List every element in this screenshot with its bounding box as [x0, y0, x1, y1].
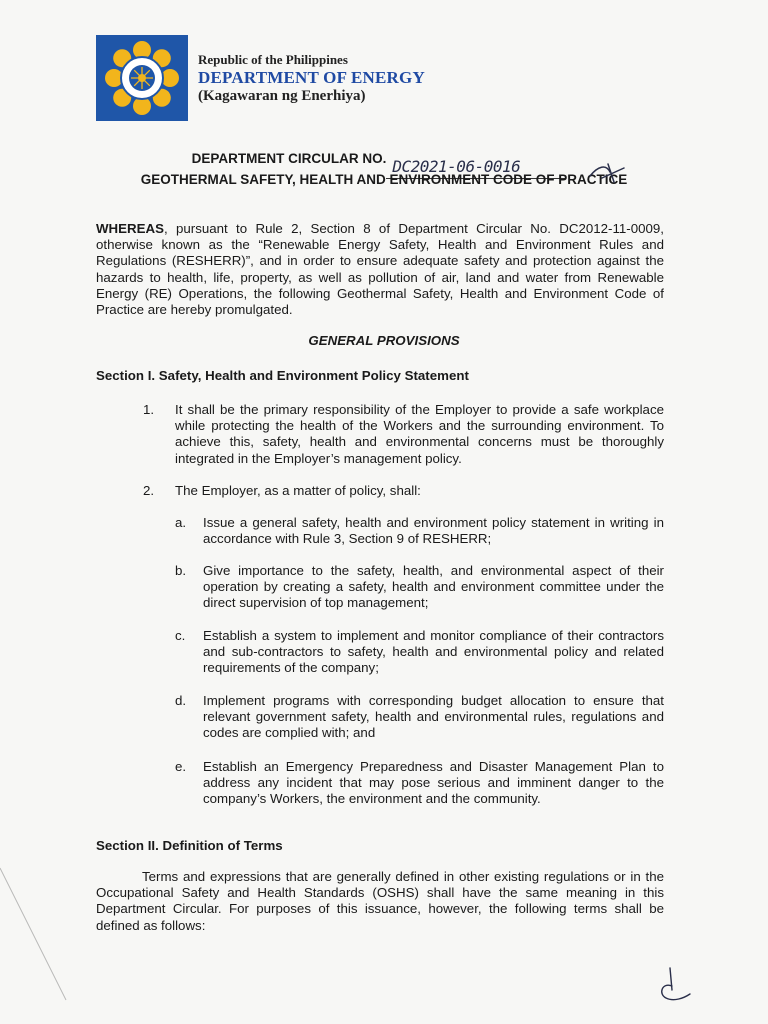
republic-label: Republic of the Philippines — [198, 52, 348, 67]
subitem-letter: b. — [175, 563, 187, 578]
handwritten-initial-mark — [588, 160, 628, 184]
subitem-letter: e. — [175, 759, 187, 774]
subitem-text: Establish a system to implement and monitor compliance of their contractors and sub-contractors to safety, health and environmental policy and related requirements of the company; — [203, 628, 664, 676]
subitem-letter: a. — [175, 515, 187, 530]
item-text: It shall be the primary responsibility of the Employer to provide a safe workplace while protecting the health of the Workers and the surrounding environment. To achieve this, safety, health and environmental concerns must be thoroughly integrated in the Employer’s management policy. — [175, 402, 664, 466]
section-1-heading: Section I. Safety, Health and Environment Policy Statement — [96, 368, 469, 383]
section-2-heading: Section II. Definition of Terms — [96, 838, 283, 853]
department-local-name: (Kagawaran ng Enerhiya) — [198, 88, 366, 104]
subitem-text: Establish an Emergency Preparedness and Disaster Management Plan to address any incident that may pose serious and imminent danger to the company’s Workers, the environment and the community. — [203, 759, 664, 807]
whereas-lead: WHEREAS — [96, 221, 164, 236]
item-number: 1. — [143, 402, 155, 417]
item-number: 2. — [143, 483, 155, 498]
sunburst-seal-icon — [96, 35, 188, 121]
whereas-paragraph — [96, 221, 664, 318]
scan-edge-line — [0, 860, 70, 1010]
circular-number-line — [0, 151, 768, 176]
subitem-text: Implement programs with corresponding budget allocation to ensure that relevant government safety, health and environmental rules, regulations and codes are complied with; and — [203, 693, 664, 741]
definitions-paragraph: Terms and expressions that are generally defined in other existing regulations or in the Occupational Safety and Health Standards (OSHS) shall have the same meaning in this Department Circular. For purposes of this issuance, however, the following terms shall be defined as follows: — [96, 869, 664, 933]
handwritten-signature-initial — [652, 964, 694, 1006]
doe-seal-logo — [96, 35, 188, 121]
circular-label: DEPARTMENT CIRCULAR NO. — [191, 151, 387, 166]
subitem-text: Issue a general safety, health and environment policy statement in writing in accordance with Rule 3, Section 9 of RESHERR; — [203, 515, 664, 547]
item-text: The Employer, as a matter of policy, shall: — [175, 483, 421, 498]
subitem-letter: c. — [175, 628, 186, 643]
general-provisions-heading: GENERAL PROVISIONS — [308, 333, 460, 348]
circular-title: GEOTHERMAL SAFETY, HEALTH AND ENVIRONMENT CODE OF PRACTICE — [140, 172, 628, 187]
whereas-text: , pursuant to Rule 2, Section 8 of Department Circular No. DC2012-11-0009, otherwise known as the “Renewable Energy Safety, Health and Environment Rules and Regulations (RESHERR)”, and in order to ensure adequate safety and protection against the hazards to health, life, property, as well as pollution of air, land and water from Renewable Energy (RE) Operations, the following Geothermal Safety, Health and Environment Code of Practice are hereby promulgated. — [96, 221, 664, 318]
department-name: DEPARTMENT OF ENERGY — [198, 68, 425, 87]
subitem-text: Give importance to the safety, health, and environmental aspect of their operation by creating a safety, health and environment committee under the direct supervision of top management; — [203, 563, 664, 611]
subitem-letter: d. — [175, 693, 187, 708]
circular-number-handwritten: DC2021-06-0016 — [392, 157, 521, 176]
letterhead — [198, 52, 425, 106]
